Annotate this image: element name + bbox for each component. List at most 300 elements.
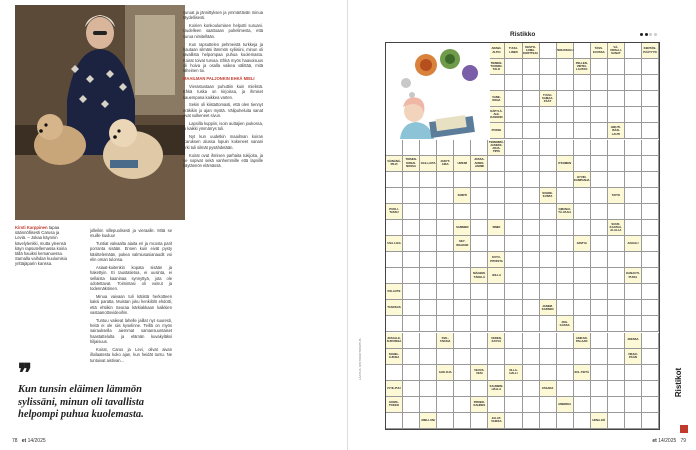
answer-cell[interactable] (420, 397, 437, 413)
answer-cell[interactable] (523, 333, 540, 349)
answer-cell[interactable] (386, 316, 403, 332)
answer-cell[interactable] (608, 349, 625, 365)
answer-cell[interactable] (420, 381, 437, 397)
answer-cell[interactable] (505, 236, 522, 252)
answer-cell[interactable] (437, 413, 454, 429)
answer-cell[interactable] (420, 333, 437, 349)
answer-cell[interactable] (540, 140, 557, 156)
answer-cell[interactable] (454, 365, 471, 381)
answer-cell[interactable] (591, 316, 608, 332)
answer-cell[interactable] (591, 156, 608, 172)
answer-cell[interactable] (574, 140, 591, 156)
answer-cell[interactable] (488, 172, 505, 188)
answer-cell[interactable] (471, 349, 488, 365)
answer-cell[interactable] (505, 300, 522, 316)
answer-cell[interactable] (625, 91, 642, 107)
answer-cell[interactable] (437, 316, 454, 332)
answer-cell[interactable] (574, 107, 591, 123)
answer-cell[interactable] (574, 91, 591, 107)
answer-cell[interactable] (608, 236, 625, 252)
answer-cell[interactable] (523, 413, 540, 429)
answer-cell[interactable] (420, 284, 437, 300)
answer-cell[interactable] (608, 300, 625, 316)
answer-cell[interactable] (505, 220, 522, 236)
answer-cell[interactable] (574, 156, 591, 172)
answer-cell[interactable] (523, 397, 540, 413)
answer-cell[interactable] (437, 381, 454, 397)
answer-cell[interactable] (505, 75, 522, 91)
answer-cell[interactable] (591, 268, 608, 284)
answer-cell[interactable] (488, 316, 505, 332)
answer-cell[interactable] (625, 284, 642, 300)
answer-cell[interactable] (403, 300, 420, 316)
answer-cell[interactable] (608, 381, 625, 397)
answer-cell[interactable] (403, 252, 420, 268)
answer-cell[interactable] (540, 333, 557, 349)
answer-cell[interactable] (608, 75, 625, 91)
answer-cell[interactable] (591, 204, 608, 220)
answer-cell[interactable] (454, 204, 471, 220)
answer-cell[interactable] (625, 365, 642, 381)
answer-cell[interactable] (454, 333, 471, 349)
answer-cell[interactable] (523, 156, 540, 172)
answer-cell[interactable] (437, 284, 454, 300)
answer-cell[interactable] (403, 381, 420, 397)
answer-cell[interactable] (523, 91, 540, 107)
answer-cell[interactable] (471, 140, 488, 156)
answer-cell[interactable] (505, 188, 522, 204)
answer-cell[interactable] (591, 220, 608, 236)
answer-cell[interactable] (505, 91, 522, 107)
answer-cell[interactable] (386, 220, 403, 236)
answer-cell[interactable] (386, 172, 403, 188)
answer-cell[interactable] (574, 413, 591, 429)
answer-cell[interactable] (557, 349, 574, 365)
answer-cell[interactable] (403, 268, 420, 284)
answer-cell[interactable] (403, 140, 420, 156)
answer-cell[interactable] (642, 172, 659, 188)
answer-cell[interactable] (557, 123, 574, 139)
answer-cell[interactable] (471, 220, 488, 236)
answer-cell[interactable] (625, 413, 642, 429)
answer-cell[interactable] (591, 140, 608, 156)
answer-cell[interactable] (505, 140, 522, 156)
answer-cell[interactable] (505, 333, 522, 349)
answer-cell[interactable] (454, 316, 471, 332)
answer-cell[interactable] (505, 59, 522, 75)
answer-cell[interactable] (540, 204, 557, 220)
answer-cell[interactable] (403, 172, 420, 188)
answer-cell[interactable] (574, 316, 591, 332)
answer-cell[interactable] (403, 316, 420, 332)
answer-cell[interactable] (557, 333, 574, 349)
answer-cell[interactable] (642, 268, 659, 284)
answer-cell[interactable] (505, 397, 522, 413)
answer-cell[interactable] (574, 123, 591, 139)
answer-cell[interactable] (557, 365, 574, 381)
answer-cell[interactable] (437, 349, 454, 365)
answer-cell[interactable] (523, 188, 540, 204)
answer-cell[interactable] (642, 188, 659, 204)
answer-cell[interactable] (523, 381, 540, 397)
answer-cell[interactable] (403, 397, 420, 413)
answer-cell[interactable] (625, 397, 642, 413)
answer-cell[interactable] (523, 252, 540, 268)
answer-cell[interactable] (625, 59, 642, 75)
answer-cell[interactable] (557, 284, 574, 300)
answer-cell[interactable] (386, 365, 403, 381)
answer-cell[interactable] (608, 365, 625, 381)
answer-cell[interactable] (437, 236, 454, 252)
answer-cell[interactable] (591, 123, 608, 139)
answer-cell[interactable] (625, 43, 642, 59)
answer-cell[interactable] (471, 236, 488, 252)
answer-cell[interactable] (437, 268, 454, 284)
answer-cell[interactable] (574, 204, 591, 220)
answer-cell[interactable] (505, 123, 522, 139)
answer-cell[interactable] (403, 349, 420, 365)
answer-cell[interactable] (642, 91, 659, 107)
answer-cell[interactable] (386, 413, 403, 429)
answer-cell[interactable] (523, 284, 540, 300)
answer-cell[interactable] (608, 268, 625, 284)
answer-cell[interactable] (523, 316, 540, 332)
answer-cell[interactable] (386, 268, 403, 284)
answer-cell[interactable] (505, 349, 522, 365)
answer-cell[interactable] (642, 236, 659, 252)
answer-cell[interactable] (420, 220, 437, 236)
answer-cell[interactable] (437, 140, 454, 156)
answer-cell[interactable] (505, 172, 522, 188)
answer-cell[interactable] (591, 91, 608, 107)
answer-cell[interactable] (642, 123, 659, 139)
answer-cell[interactable] (574, 75, 591, 91)
answer-cell[interactable] (642, 381, 659, 397)
answer-cell[interactable] (608, 107, 625, 123)
answer-cell[interactable] (488, 188, 505, 204)
answer-cell[interactable] (557, 172, 574, 188)
caption-title: Kirsti Karppinen (15, 225, 48, 230)
answer-cell[interactable] (471, 172, 488, 188)
answer-cell[interactable] (574, 220, 591, 236)
answer-cell[interactable] (642, 365, 659, 381)
answer-cell[interactable] (420, 140, 437, 156)
answer-cell[interactable] (505, 381, 522, 397)
answer-cell[interactable] (523, 140, 540, 156)
answer-cell[interactable] (591, 75, 608, 91)
answer-cell[interactable] (557, 91, 574, 107)
answer-cell[interactable] (488, 75, 505, 91)
answer-cell[interactable] (523, 172, 540, 188)
answer-cell[interactable] (454, 140, 471, 156)
answer-cell[interactable] (437, 188, 454, 204)
answer-cell[interactable] (608, 91, 625, 107)
answer-cell[interactable] (608, 284, 625, 300)
answer-cell[interactable] (642, 397, 659, 413)
answer-cell[interactable] (540, 123, 557, 139)
answer-cell[interactable] (454, 300, 471, 316)
answer-cell[interactable] (403, 413, 420, 429)
page-number: 78 (12, 438, 18, 444)
answer-cell[interactable] (437, 300, 454, 316)
answer-cell[interactable] (557, 188, 574, 204)
answer-cell[interactable] (505, 252, 522, 268)
answer-cell[interactable] (591, 236, 608, 252)
answer-cell[interactable] (591, 59, 608, 75)
answer-cell[interactable] (540, 107, 557, 123)
answer-cell[interactable] (471, 252, 488, 268)
answer-cell[interactable] (591, 284, 608, 300)
answer-cell[interactable] (488, 365, 505, 381)
answer-cell[interactable] (574, 252, 591, 268)
answer-cell[interactable] (505, 268, 522, 284)
answer-cell[interactable] (523, 236, 540, 252)
answer-cell[interactable] (403, 284, 420, 300)
answer-cell[interactable] (523, 204, 540, 220)
answer-cell[interactable] (540, 156, 557, 172)
answer-cell[interactable] (523, 349, 540, 365)
answer-cell[interactable] (608, 172, 625, 188)
answer-cell[interactable] (557, 381, 574, 397)
answer-cell[interactable] (625, 252, 642, 268)
answer-cell[interactable] (471, 316, 488, 332)
answer-cell[interactable] (608, 413, 625, 429)
answer-cell[interactable] (471, 413, 488, 429)
crossword-grid[interactable] (385, 42, 660, 430)
answer-cell[interactable] (471, 188, 488, 204)
paragraph: Vierastustaan puhuttiin kuin mielistä. Ehkä tuska on kirjoissa, ja ihmiset kauempana kaikkea varten. (183, 83, 263, 100)
answer-cell[interactable] (608, 316, 625, 332)
answer-cell[interactable] (642, 220, 659, 236)
answer-cell[interactable] (505, 413, 522, 429)
answer-cell[interactable] (420, 252, 437, 268)
answer-cell[interactable] (557, 107, 574, 123)
answer-cell[interactable] (488, 349, 505, 365)
answer-cell[interactable] (591, 252, 608, 268)
answer-cell[interactable] (557, 220, 574, 236)
answer-cell[interactable] (540, 413, 557, 429)
answer-cell[interactable] (523, 268, 540, 284)
answer-cell[interactable] (420, 188, 437, 204)
answer-cell[interactable] (454, 284, 471, 300)
answer-cell[interactable] (437, 172, 454, 188)
answer-cell[interactable] (574, 397, 591, 413)
answer-cell[interactable] (505, 204, 522, 220)
answer-cell[interactable] (454, 349, 471, 365)
answer-cell[interactable] (420, 172, 437, 188)
clue-cell: TOISEN-KONAI-NOSSA (403, 156, 420, 172)
answer-cell[interactable] (608, 333, 625, 349)
answer-cell[interactable] (540, 172, 557, 188)
answer-cell[interactable] (625, 188, 642, 204)
answer-cell[interactable] (625, 381, 642, 397)
answer-cell[interactable] (488, 300, 505, 316)
answer-cell[interactable] (540, 220, 557, 236)
answer-cell[interactable] (471, 284, 488, 300)
answer-cell[interactable] (642, 349, 659, 365)
answer-cell[interactable] (540, 365, 557, 381)
answer-cell[interactable] (625, 316, 642, 332)
answer-cell[interactable] (540, 252, 557, 268)
clue-cell: KUTU-PITOISTA (488, 252, 505, 268)
answer-cell[interactable] (454, 381, 471, 397)
answer-cell[interactable] (642, 333, 659, 349)
answer-cell[interactable] (574, 349, 591, 365)
answer-cell[interactable] (642, 59, 659, 75)
answer-cell[interactable] (505, 107, 522, 123)
answer-cell[interactable] (505, 316, 522, 332)
answer-cell[interactable] (454, 252, 471, 268)
answer-cell[interactable] (403, 236, 420, 252)
answer-cell[interactable] (403, 220, 420, 236)
answer-cell[interactable] (420, 316, 437, 332)
answer-cell[interactable] (454, 413, 471, 429)
answer-cell[interactable] (642, 107, 659, 123)
answer-cell[interactable] (488, 156, 505, 172)
answer-cell[interactable] (523, 300, 540, 316)
answer-cell[interactable] (574, 43, 591, 59)
answer-cell[interactable] (523, 107, 540, 123)
answer-cell[interactable] (608, 252, 625, 268)
answer-cell[interactable] (540, 75, 557, 91)
answer-cell[interactable] (591, 397, 608, 413)
answer-cell[interactable] (523, 75, 540, 91)
answer-cell[interactable] (574, 268, 591, 284)
answer-cell[interactable] (420, 236, 437, 252)
answer-cell[interactable] (591, 349, 608, 365)
answer-cell[interactable] (386, 252, 403, 268)
answer-cell[interactable] (540, 316, 557, 332)
answer-cell[interactable] (625, 300, 642, 316)
answer-cell[interactable] (608, 204, 625, 220)
answer-cell[interactable] (540, 59, 557, 75)
answer-cell[interactable] (557, 268, 574, 284)
answer-cell[interactable] (557, 300, 574, 316)
answer-cell[interactable] (488, 204, 505, 220)
clue-cell: JOESSA (625, 333, 642, 349)
answer-cell[interactable] (642, 300, 659, 316)
answer-cell[interactable] (574, 300, 591, 316)
answer-cell[interactable] (420, 204, 437, 220)
answer-cell[interactable] (420, 268, 437, 284)
answer-cell[interactable] (591, 172, 608, 188)
clue-cell: PELLEN-VIRTEI-LAUTAO (574, 59, 591, 75)
answer-cell[interactable] (523, 220, 540, 236)
answer-cell[interactable] (557, 413, 574, 429)
answer-cell[interactable] (420, 365, 437, 381)
answer-cell[interactable] (471, 300, 488, 316)
answer-cell[interactable] (557, 75, 574, 91)
answer-cell[interactable] (437, 397, 454, 413)
answer-cell[interactable] (454, 268, 471, 284)
answer-cell[interactable] (591, 365, 608, 381)
answer-cell[interactable] (420, 300, 437, 316)
answer-cell[interactable] (403, 188, 420, 204)
answer-cell[interactable] (454, 172, 471, 188)
answer-cell[interactable] (403, 204, 420, 220)
answer-cell[interactable] (437, 204, 454, 220)
photo-caption (15, 225, 70, 267)
answer-cell[interactable] (574, 188, 591, 204)
answer-cell[interactable] (608, 156, 625, 172)
answer-cell[interactable] (471, 333, 488, 349)
answer-cell[interactable] (591, 381, 608, 397)
answer-cell[interactable] (625, 204, 642, 220)
answer-cell[interactable] (488, 397, 505, 413)
answer-cell[interactable] (505, 284, 522, 300)
answer-cell[interactable] (403, 365, 420, 381)
answer-cell[interactable] (625, 140, 642, 156)
answer-cell[interactable] (540, 349, 557, 365)
answer-cell[interactable] (642, 252, 659, 268)
answer-cell[interactable] (625, 156, 642, 172)
answer-cell[interactable] (625, 123, 642, 139)
answer-cell[interactable] (505, 156, 522, 172)
clue-cell: POSSE (488, 123, 505, 139)
answer-cell[interactable] (574, 381, 591, 397)
answer-cell[interactable] (608, 59, 625, 75)
answer-cell[interactable] (642, 413, 659, 429)
answer-cell[interactable] (437, 220, 454, 236)
answer-cell[interactable] (437, 252, 454, 268)
answer-cell[interactable] (625, 220, 642, 236)
answer-cell[interactable] (642, 284, 659, 300)
answer-cell[interactable] (471, 381, 488, 397)
answer-cell[interactable] (625, 75, 642, 91)
answer-cell[interactable] (540, 397, 557, 413)
answer-cell[interactable] (642, 204, 659, 220)
answer-cell[interactable] (523, 365, 540, 381)
answer-cell[interactable] (591, 188, 608, 204)
answer-cell[interactable] (488, 284, 505, 300)
answer-cell[interactable] (591, 107, 608, 123)
answer-cell[interactable] (386, 188, 403, 204)
answer-cell[interactable] (557, 59, 574, 75)
clue-cell: JOSALLE-SURUISSA (386, 333, 403, 349)
page-number: 79 (680, 438, 686, 444)
answer-cell[interactable] (386, 140, 403, 156)
answer-cell[interactable] (608, 397, 625, 413)
answer-cell[interactable] (642, 316, 659, 332)
answer-cell[interactable] (557, 236, 574, 252)
answer-cell[interactable] (540, 284, 557, 300)
answer-cell[interactable] (420, 349, 437, 365)
answer-cell[interactable] (454, 397, 471, 413)
answer-cell[interactable] (557, 252, 574, 268)
answer-cell[interactable] (591, 300, 608, 316)
answer-cell[interactable] (642, 156, 659, 172)
answer-cell[interactable] (540, 43, 557, 59)
clue-cell: PROBO-KAHDES (471, 397, 488, 413)
answer-cell[interactable] (557, 140, 574, 156)
answer-cell[interactable] (540, 236, 557, 252)
answer-cell[interactable] (625, 172, 642, 188)
answer-cell[interactable] (403, 333, 420, 349)
answer-cell[interactable] (642, 75, 659, 91)
answer-cell[interactable] (574, 284, 591, 300)
answer-cell[interactable] (591, 333, 608, 349)
answer-cell[interactable] (488, 236, 505, 252)
top-clue-cell: TÄSS-KUUSSA (591, 43, 608, 59)
clue-cell: SUL-TEITÄ (574, 365, 591, 381)
answer-cell[interactable] (625, 107, 642, 123)
answer-cell[interactable] (608, 140, 625, 156)
answer-cell[interactable] (540, 268, 557, 284)
answer-cell[interactable] (471, 204, 488, 220)
answer-cell[interactable] (523, 59, 540, 75)
answer-cell[interactable] (523, 123, 540, 139)
answer-cell[interactable] (642, 140, 659, 156)
